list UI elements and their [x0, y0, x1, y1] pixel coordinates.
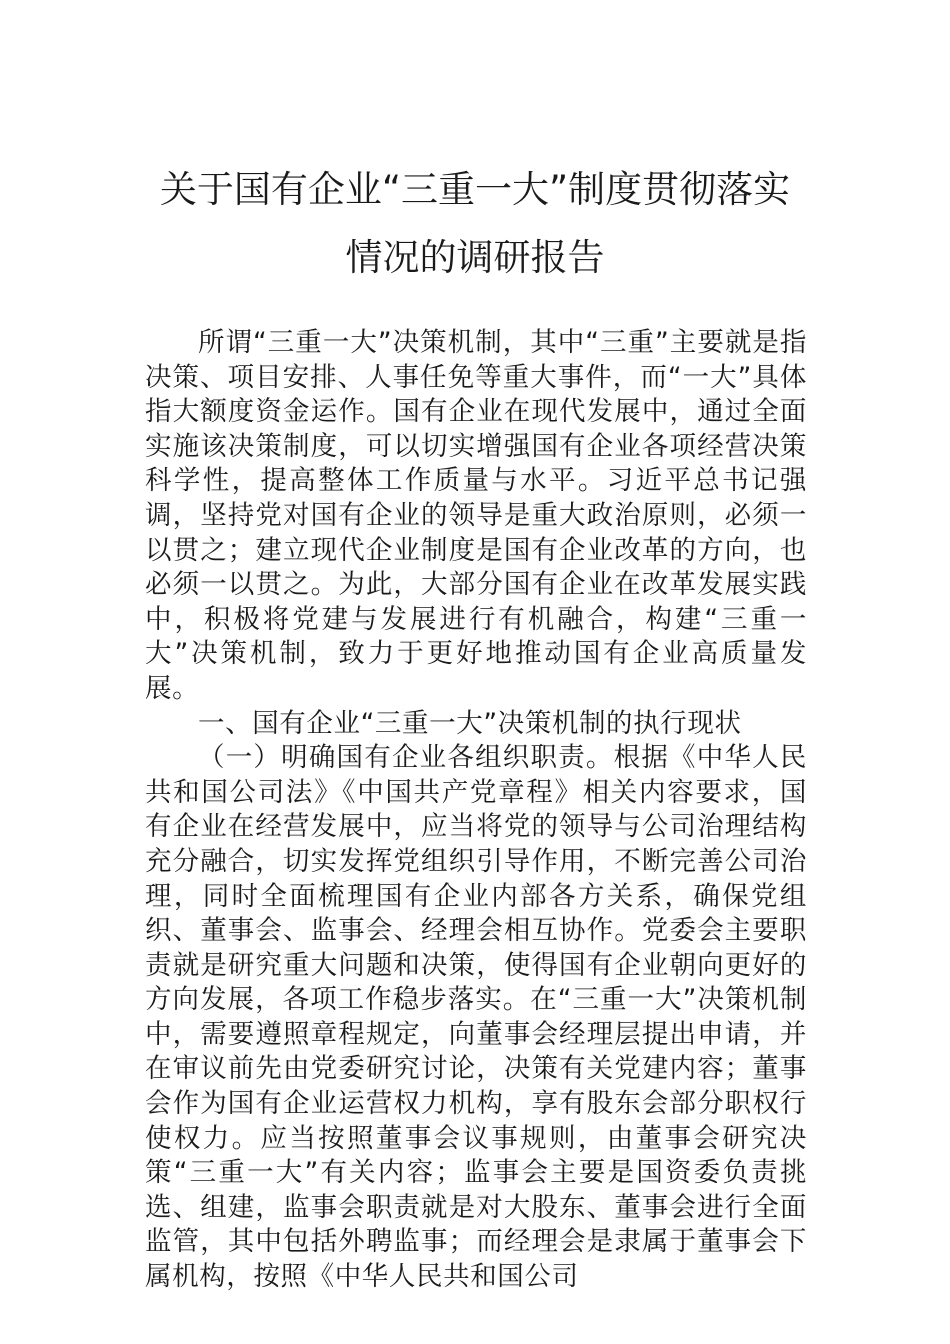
section-heading-1: 一、国有企业“三重一大”决策机制的执行现状 [198, 707, 742, 739]
document-title-line-2: 情况的调研报告 [345, 236, 605, 279]
document-body [145, 326, 807, 1295]
intro-paragraph: 所谓“三重一大”决策机制，其中“三重”主要就是指决策、项目安排、人事任免等重大事件，而“一大”具体指大额度资金运作。国有企业在现代发展中，通过全面实施该决策制度，可以切实增强国有企业各项经营决策科学性，提高整体工作质量与水平。习近平总书记强调，坚持党对国有企业的领导是重大政治原则，必须一以贯之；建立现代企业制度是国有企业改革的方向，也必须一以贯之。为此，大部分国有企业在改革发展实践中，积极将党建与发展进行有机融合，构建“三重一大”决策机制，致力于更好地推动国有企业高质量发展。 [145, 327, 807, 704]
subsection-paragraph-1: （一）明确国有企业各组织职责。根据《中华人民共和国公司法》《中国共产党章程》相关内容要求，国有企业在经营发展中，应当将党的领导与公司治理结构充分融合，切实发挥党组织引导作用，不断完善公司治理，同时全面梳理国有企业内部各方关系，确保党组织、董事会、监事会、经理会相互协作。党委会主要职责就是研究重大问题和决策，使得国有企业朝向更好的方向发展，各项工作稳步落实。在“三重一大”决策机制中，需要遵照章程规定，向董事会经理层提出申请，并在审议前先由党委研究讨论，决策有关党建内容；董事会作为国有企业运营权力机构，享有股东会部分职权行使权力。应当按照董事会议事规则，由董事会研究决策“三重一大”有关内容；监事会主要是国资委负责挑选、组建，监事会职责就是对大股东、董事会进行全面监管，其中包括外聘监事；而经理会是隶属于董事会下属机构，按照《中华人民共和国公司 [145, 742, 807, 1293]
document-title-line-1: 关于国有企业“三重一大”制度贯彻落实 [159, 168, 791, 211]
